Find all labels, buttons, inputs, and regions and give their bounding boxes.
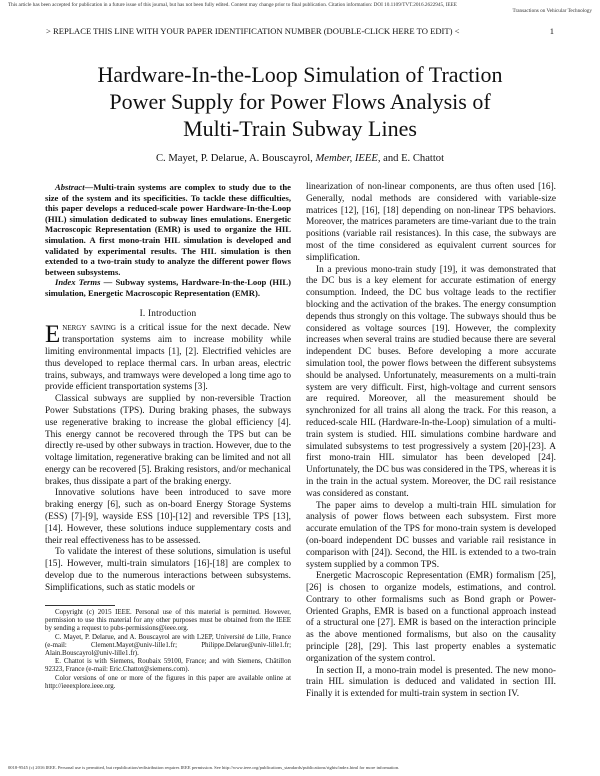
intro-paragraph-4: To validate the interest of these solutions, simulation is useful [15]. However, multi-train simulators [16]-[18] are complex to develop due to the numerous interactions between subsystems. Simplifications, such as static models or bbox=[45, 547, 291, 593]
footnote-affiliation-2: E. Chattot is with Siemens, Roubaix 59100, France; and with Siemens, Châtillon 92323, France (e-mail: Eric.Chattot@siemens.com). bbox=[45, 658, 291, 674]
section-heading-introduction: I. Introduction bbox=[139, 308, 197, 319]
intro-paragraph-1-text: is a critical issue for the next decade. New transportation systems aim to increase mobility while limiting environmental impacts [1], [2]. Electrified vehicles are thus developed to replace thermal cars. In urban areas, electric trains, subways, and tramways were developed a long time ago to provide efficient transportation systems [3]. bbox=[45, 323, 291, 393]
author-member-grade: Member, IEEE, bbox=[315, 153, 381, 164]
author-names-tail: and E. Chattot bbox=[383, 153, 445, 164]
title-line-1: Hardware-In-the-Loop Simulation of Traction bbox=[97, 62, 503, 87]
title-line-3: Multi-Train Subway Lines bbox=[183, 116, 417, 141]
notice-line-2: Transactions on Vehicular Technology bbox=[512, 8, 592, 15]
running-header bbox=[46, 26, 554, 36]
running-header-text: > REPLACE THIS LINE WITH YOUR PAPER IDENTIFICATION NUMBER (DOUBLE-CLICK HERE TO EDIT) < bbox=[46, 26, 460, 36]
intro-paragraph-1 bbox=[45, 323, 291, 394]
footnote-rule bbox=[45, 605, 115, 606]
right-paragraph-3: Energetic Macroscopic Representation (EMR) formalism [25], [26] is chosen to organize models, estimations, and control. Contrary to other formalisms such as Bond graph or Power-Oriented Graphs, EMR is based on a functional approach instead of a structural one [27]. EMR is based on the interaction principle as the above mentioned formalisms, but also on the causality principle [28], [29]. This last property enables a systematic organization of the system control. bbox=[306, 571, 556, 664]
drop-cap: E bbox=[45, 321, 61, 349]
intro-paragraph-3: Innovative solutions have been introduced to save more braking energy [6], such as on-board Energy Storage Systems (ESS) [7]-[9], wayside ESS [10]-[12] and reversible TPS [13], [14]. However, these solutions induce supplementary costs and their real effectiveness has to be assessed. bbox=[45, 488, 291, 546]
footnote-copyright: Copyright (c) 2015 IEEE. Personal use of this material is permitted. However, permission to use this material for any other purposes must be obtained from the IEEE by sending a request to pubs-permissions@ieee.org. bbox=[45, 609, 291, 633]
title-line-2: Power Supply for Power Flows Analysis of bbox=[109, 89, 491, 114]
footnote-affiliation-1: C. Mayet, P. Delarue, and A. Bouscayrol are with L2EP, Université de Lille, France (e-mail: Clement.Mayet@univ-lille1.fr; Philippe.Delarue@univ-lille1.fr; Alain.Bouscayrol@univ-lille1.fr). bbox=[45, 633, 291, 658]
right-paragraph-4: In section II, a mono-train model is presented. The new mono-train HIL simulation is deduced and validated in section III. Finally it is extended for multi-train system in section IV. bbox=[306, 665, 556, 700]
right-paragraph-2: The paper aims to develop a multi-train HIL simulation for analysis of power flows between each subsystem. First more accurate emulation of the TPS for mono-train system is developed (on-board independent DC busses and variable rail resistance in comparison with [24]). Second, the HIL is extended to a two-train system supplied by a common TPS. bbox=[306, 500, 556, 570]
page-number: 1 bbox=[549, 26, 554, 36]
publication-notice bbox=[8, 2, 592, 15]
left-column bbox=[45, 182, 291, 595]
right-paragraph-1: In a previous mono-train study [19], it was demonstrated that the DC bus is a key element for accurate estimation of energy consumption. Indeed, the DC bus voltage leads to the rectifier blocking and the activation of the brakes. The energy consumption depends thus strongly on this voltage. The subways should thus be considered as voltage sources [19]. However, the complexity increases when several trains are studied because there are several independent DC buses. Before developing a more accurate simulation tool, the power flows between the different subsystems should be analysed. Unfortunately, measurements on a multi-train system are very difficult. First, high-voltage and current sensors are required. Moreover, all the measurement should be synchronized for all trains all along the track. For this reason, a reduced-scale HIL (Hardware-In-the-Loop) simulation of a multi-train system is studied. HIL simulations combine hardware and simulated subsystems to test progressively a system [20]-[23]. A first mono-train HIL simulator has been developed [24]. Unfortunately, the DC bus was considered in the TPS, whereas it is in the train in the actual system. Moreover, the DC rail resistance was considered as constant. bbox=[306, 264, 556, 499]
author-names: C. Mayet, P. Delarue, A. Bouscayrol, bbox=[155, 153, 313, 164]
index-terms-label: Index Terms bbox=[55, 277, 101, 288]
abstract bbox=[45, 182, 291, 277]
right-column bbox=[306, 182, 556, 701]
author-list bbox=[40, 153, 560, 164]
footnotes bbox=[45, 609, 291, 691]
index-terms bbox=[45, 277, 291, 298]
intro-smallcaps: nergy saving bbox=[62, 323, 116, 334]
bottom-copyright-notice: 0018-9545 (c) 2016 IEEE. Personal use is permitted, but republication/redistribution requires IEEE permission. See http://www.ieee.org/publications_standards/publications/rights/index.html for more information. bbox=[8, 765, 400, 770]
paper-title bbox=[40, 61, 560, 142]
abstract-label: Abstract bbox=[55, 182, 85, 192]
intro-paragraph-2: Classical subways are supplied by non-reversible Traction Power Substations (TPS). During braking phases, the subways use regenerative braking to increase the global efficiency [4]. This energy cannot be recovered through the TPS but can be directly re-used by other subways in traction. However, due to the voltage limitation, regenerative braking can be limited and not all energy can be recovered [5]. Braking resistors, and/or mechanical brakes, thus dissipate a part of the braking energy. bbox=[45, 394, 291, 487]
right-paragraph-0: linearization of non-linear components, are thus often used [16]. Generally, nodal methods are considered with variable-size matrices [12], [16], [18] depending on non-linear TPS behaviors. Moreover, the matrices parameters are time-variant due to the train positions (variable rail resistances). In this case, the subways are most of the time considered as equivalent current sources for simplification. bbox=[306, 182, 556, 263]
footnote-color-versions: Color versions of one or more of the figures in this paper are available online at http://ieeexplore.ieee.org. bbox=[45, 674, 291, 690]
notice-line-1: This article has been accepted for publication in a future issue of this journal, but has not been fully edited. Content may change prior to final publication. Citation information: DOI 10.1109/TVT.2016.2622945, IEEE bbox=[8, 2, 457, 8]
abstract-text: —Multi-train systems are complex to study due to the size of the system and its specificities. To tackle these difficulties, this paper develops a reduced-scale power Hardware-In-the-Loop (HIL) simulation dedicated to subway lines emulations. Energetic Macroscopic Representation (EMR) is used to organize the HIL simulation. A first mono-train HIL simulation is developed and validated by experimental results. The HIL simulation is then extended to a two-train study to analyze the different power flows between subsystems. bbox=[45, 182, 291, 277]
index-terms-text: — Subway systems, Hardware-In-the-Loop (HIL) simulation, Energetic Macroscopic Representation (EMR). bbox=[45, 277, 292, 298]
